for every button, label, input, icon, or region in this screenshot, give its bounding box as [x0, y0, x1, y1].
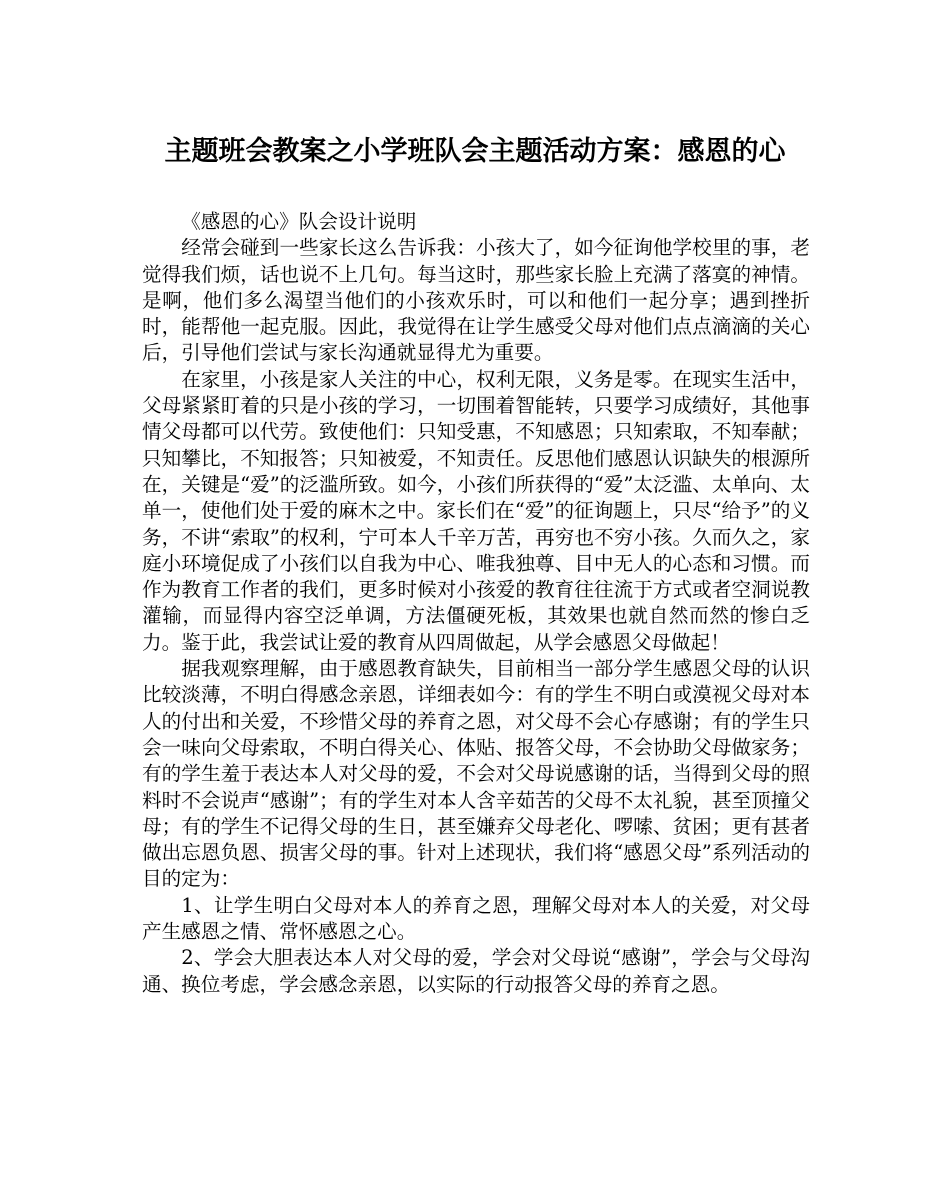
goal-item: 2、学会大胆表达本人对父母的爱，学会对父母说“感谢”，学会与父母沟通、换位考虑，学会感念亲恩，以实际的行动报答父母的养育之恩。: [142, 946, 810, 996]
document-title: 主题班会教案之小学班队会主题活动方案：感恩的心: [164, 136, 786, 167]
paragraph: 据我观察理解，由于感恩教育缺失，目前相当一部分学生感恩父母的认识比较淡薄，不明白得感念亲恩，详细表如今：有的学生不明白或漠视父母对本人的付出和关爱，不珍惜父母的养育之恩，对父母不会心存感谢；有的学生只会一味向父母索取，不明白得关心、体贴、报答父母，不会协助父母做家务；有的学生羞于表达本人对父母的爱，不会对父母说感谢的话，当得到父母的照料时不会说声“感谢”；有的学生对本人含辛茹苦的父母不太礼貌，甚至顶撞父母；有的学生不记得父母的生日，甚至嫌弃父母老化、啰嗦、贫困；更有甚者做出忘恩负恩、损害父母的事。针对上述现状，我们将“感恩父母”系列活动的目的定为：: [142, 657, 810, 891]
paragraph: 在家里，小孩是家人关注的中心，权利无限，义务是零。在现实生活中，父母紧紧盯着的只是小孩的学习，一切围着智能转，只要学习成绩好，其他事情父母都可以代劳。致使他们：只知受惠，不知感恩；只知索取，不知奉献；只知攀比，不知报答；只知被爱，不知责任。反思他们感恩认识缺失的根源所在，关键是“爱”的泛滥所致。如今，小孩们所获得的“爱”太泛滥、太单向、太单一，使他们处于爱的麻木之中。家长们在“爱”的征询题上，只尽“给予”的义务，不讲“索取”的权利，宁可本人千辛万苦，再穷也不穷小孩。久而久之，家庭小环境促成了小孩们以自我为中心、唯我独尊、目中无人的心态和习惯。而作为教育工作者的我们，更多时候对小孩爱的教育往往流于方式或者空洞说教灌输，而显得内容空泛单调，方法僵硬死板，其效果也就自然而然的惨白乏力。鉴于此，我尝试让爱的教育从四周做起，从学会感恩父母做起！: [142, 367, 810, 654]
section-heading: 《感恩的心》队会设计说明: [181, 210, 417, 233]
document-body: [142, 209, 810, 998]
paragraph: 经常会碰到一些家长这么告诉我：小孩大了，如今征询他学校里的事，老觉得我们烦，话也说不上几句。每当这时，那些家长脸上充满了落寞的神情。是啊，他们多么渴望当他们的小孩欢乐时，可以和他们一起分享；遇到挫折时，能帮他一起克服。因此，我觉得在让学生感受父母对他们点点滴滴的关心后，引导他们尝试与家长沟通就显得尤为重要。: [142, 236, 810, 365]
goal-item: 1、让学生明白父母对本人的养育之恩，理解父母对本人的关爱，对父母产生感恩之情、常怀感恩之心。: [142, 893, 810, 944]
